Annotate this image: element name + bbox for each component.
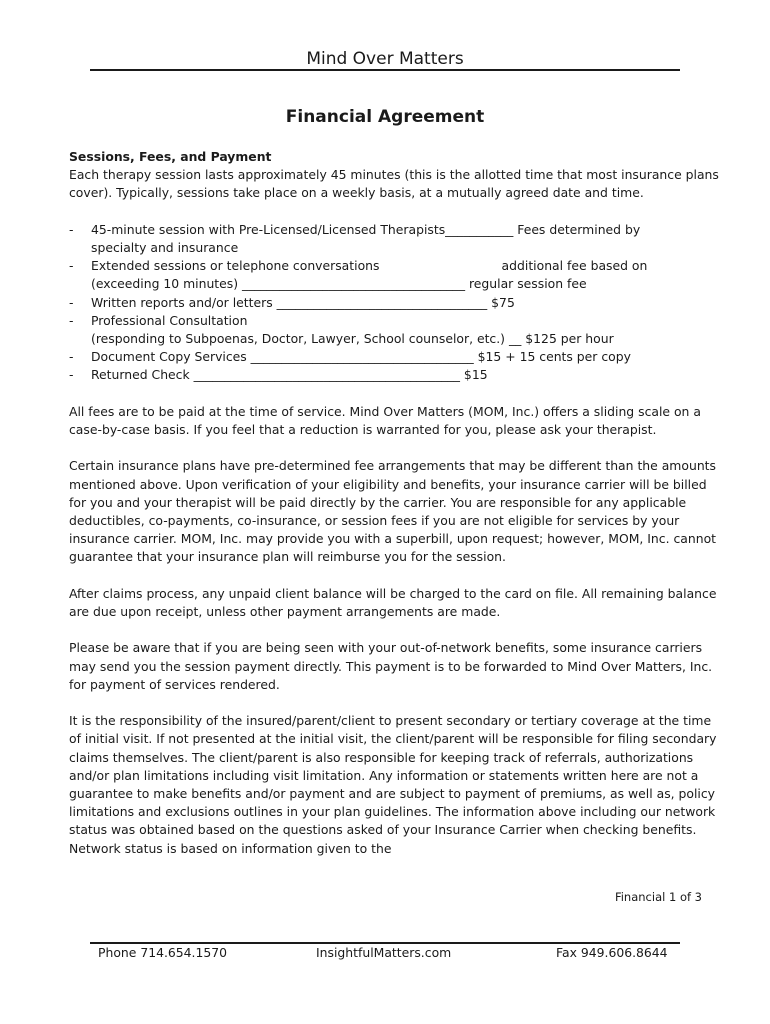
body-paragraph: After claims process, any unpaid client balance will be charged to the card on file. All remaining balance are due upon receipt, unless other payment arrangements are made.: [69, 585, 717, 620]
fee-text: [91, 366, 719, 384]
fee-text: [91, 312, 719, 348]
fee-line: 45-minute session with Pre-Licensed/Licensed Therapists___________ Fees determined by: [91, 221, 641, 237]
section-heading: Sessions, Fees, and Payment: [69, 149, 272, 164]
fee-line: Extended sessions or telephone conversations additional fee based on: [91, 258, 648, 274]
body-paragraph: It is the responsibility of the insured/parent/client to present secondary or tertiary coverage at the time of initial visit. If not presented at the initial visit, the client/parent will be responsible for filing secondary claims themselves. The client/parent is also responsible for keeping track of referrals, authorizations and/or plan limitations including visit limitation. Any information or statements written here are not a guarantee to make benefits and/or payment and are subject to payment of premiums, as well as, policy limitations and exclusions outlines in your plan guidelines. The information above including our network status was obtained based on the questions asked of your Insurance Carrier when checking benefits. Network status is based on information given to the: [69, 713, 717, 856]
footer-rule: [90, 942, 680, 944]
header-rule: [90, 69, 680, 71]
fee-text: [91, 294, 719, 312]
body-paragraph: All fees are to be paid at the time of service. Mind Over Matters (MOM, Inc.) offers a sliding scale on a case-by-case basis. If you feel that a reduction is warranted for you, please ask your therapist.: [69, 403, 701, 438]
list-bullet: -: [69, 312, 74, 328]
document-title: Financial Agreement: [285, 107, 485, 127]
fee-item: [69, 294, 719, 312]
fee-text: [91, 221, 719, 257]
fee-line: Written reports and/or letters __________________________________ $75: [91, 294, 515, 310]
body-paragraphs: [69, 403, 719, 858]
document-body: [69, 148, 719, 876]
footer-phone: Phone 714.654.1570: [98, 945, 228, 960]
intro-paragraph: Each therapy session lasts approximately 45 minutes (this is the allotted time that most insurance plans cover). Typically, sessions take place on a weekly basis, at a mutually agreed date and time.: [69, 167, 719, 201]
fee-line: (exceeding 10 minutes) ____________________________________ regular session fee: [91, 276, 587, 292]
body-paragraph: Please be aware that if you are being seen with your out-of-network benefits, some insurance carriers may send you the session payment directly. This payment is to be forwarded to Mind Over Matters, Inc. for payment of services rendered.: [69, 640, 713, 692]
fee-item: [69, 312, 719, 348]
fee-item: [69, 257, 719, 293]
fee-text: [91, 348, 719, 366]
footer-website: InsightfulMatters.com: [316, 945, 452, 960]
list-bullet: -: [69, 367, 74, 383]
footer-fax: Fax 949.606.8644: [556, 945, 668, 960]
fee-line: Professional Consultation: [91, 312, 248, 328]
list-bullet: -: [69, 258, 74, 274]
fee-line: Returned Check ___________________________________________ $15: [91, 367, 488, 383]
list-bullet: -: [69, 294, 74, 310]
fee-item: [69, 221, 719, 257]
list-bullet: -: [69, 349, 74, 365]
list-bullet: -: [69, 221, 74, 237]
fee-line: specialty and insurance: [91, 240, 239, 255]
fee-line: Document Copy Services ____________________________________ $15 + 15 cents per copy: [91, 349, 631, 365]
fee-line: (responding to Subpoenas, Doctor, Lawyer, School counselor, etc.) __ $125 per hour: [91, 331, 614, 347]
fee-item: [69, 348, 719, 366]
fee-list: [69, 221, 719, 385]
fee-item: [69, 366, 719, 384]
fee-text: [91, 257, 719, 293]
header-title: Mind Over Matters: [306, 49, 464, 69]
page-number: Financial 1 of 3: [614, 890, 702, 904]
body-paragraph: Certain insurance plans have pre-determined fee arrangements that may be different than the amounts mentioned above. Upon verification of your eligibility and benefits, your insurance carrier will be billed for you and your therapist will be paid directly by the carrier. You are responsible for any applicable deductibles, co-payments, co-insurance, or session fees if you are not eligible for services by your insurance carrier. MOM, Inc. may provide you with a superbill, upon request; however, MOM, Inc. cannot guarantee that your insurance plan will reimburse you for the session.: [69, 458, 717, 565]
